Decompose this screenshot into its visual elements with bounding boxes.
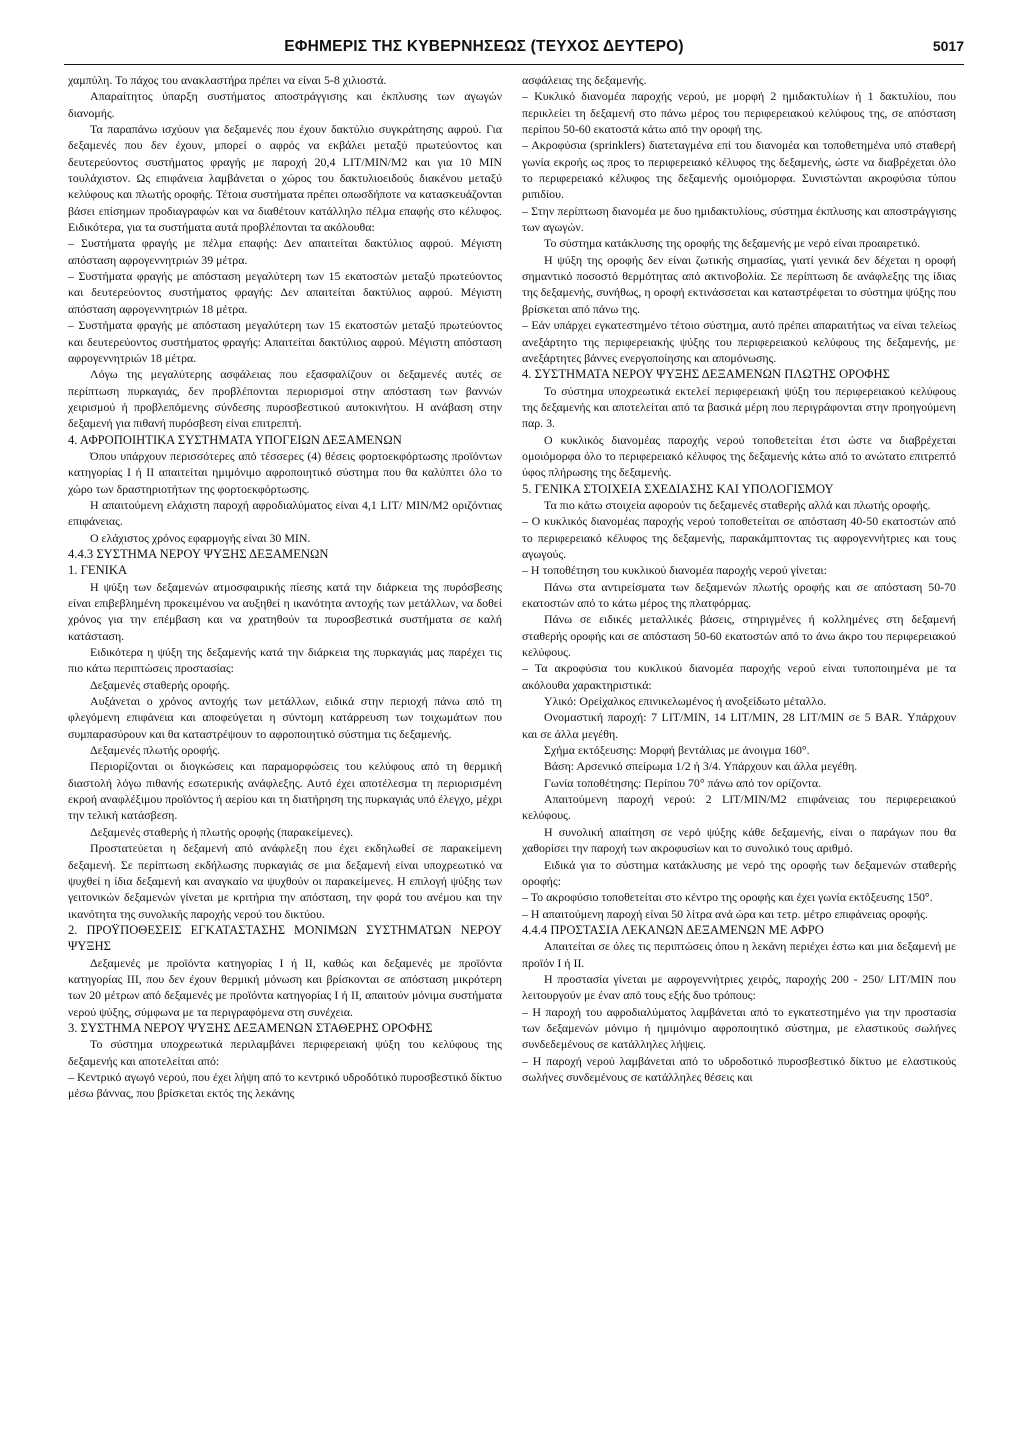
spec-item: Γωνία τοποθέτησης: Περίπου 70° πάνω από τον ορίζοντα. [544,775,822,790]
paragraph: Απαιτείται σε όλες τις περιπτώσεις όπου η λεκάνη περιέχει έστω και μια δεξαμενή με προϊόν Ι ή ΙΙ. [522,939,956,970]
paragraph: Ειδικά για το σύστημα κατάκλυσης με νερό της οροφής των δεξαμενών σταθερής οροφής: [522,857,956,888]
page-header [64,38,964,62]
page-number: 5017 [932,38,964,54]
paragraph: Η απαιτούμενη ελάχιστη παροχή αφροδιαλύματος είναι 4,1 LIT/ MIN/M2 οριζόντιας επιφάνειας. [68,497,502,529]
header-rule [64,64,964,65]
paragraph: Το σύστημα κατάκλυσης της οροφής της δεξαμενής με νερό είναι προαιρετικό. [544,236,921,251]
paragraph: Δεξαμενές με προϊόντα κατηγορίας Ι ή ΙΙ, καθώς και δεξαμενές με προϊόντα κατηγορίας ΙΙΙ, που δεν έχουν θερμική μόνωση και βρίσκονται σε απόσταση μικρότερη των 20 μέτρων από δεξαμενές με προϊόντα κατηγορίας Ι ή ΙΙ, απαιτούν μόνιμα συστήματα νερού ψύξης, σύμφωνα με τα περιγραφόμενα στη συνέχεια. [68,955,502,1019]
list-item: – Το ακροφύσιο τοποθετείται στο κέντρο της οροφής και έχει γωνία εκτόξευσης 150°. [522,890,933,905]
paragraph: Το σύστημα υποχρεωτικά εκτελεί περιφερειακή ψύξη του περιφερειακού κελύφους της δεξαμενής και αποτελείται από τα βασικά μέρη που περιγράφονται στην προηγούμενη παρ. 3. [522,383,956,431]
list-item: – Εάν υπάρχει εγκατεστημένο τέτοιο σύστημα, αυτό πρέπει απαραιτήτως να είναι τελείως ανεξάρτητο της περιφερειακής ψύξης του περιφερειακού κελύφους της δεξαμενής, με ανεξάρτητες βάννες ενεργοποίησης και απομόνωσης. [522,318,956,365]
paragraph: Δεξαμενές σταθερής ή πλωτής οροφής (παρακείμενες). [90,824,354,839]
paragraph: Τα πιο κάτω στοιχεία αφορούν τις δεξαμενές σταθερής αλλά και πλωτής οροφής. [544,497,931,512]
paragraph: Προστατεύεται η δεξαμενή από ανάφλεξη που έχει εκδηλωθεί σε παρακείμενη δεξαμενή. Σε περίπτωση εκδήλωσης πυρκαγιάς σε μια δεξαμενή είναι υποχρεωτικό να ψυχθεί η ίδια δεξαμενή και αναγκαίο να ψυχθούν οι παρακείμενες. Η επιλογή ψύξης των γειτονικών δεξαμενών γίνεται με κριτήρια την απόσταση, την φορά του ανέμου και την ικανότητα της συνολικής παροχής νερού του δικτύου. [68,841,502,921]
section-heading: 1. ΓΕΝΙΚΑ [68,563,128,578]
spec-item: Υλικό: Ορείχαλκος επινικελωμένος ή ανοξείδωτο μέταλλο. [544,694,827,709]
section-heading: 4.4.3 ΣΥΣΤΗΜΑ ΝΕΡΟΥ ΨΥΞΗΣ ΔΕΞΑΜΕΝΩΝ [68,546,329,561]
paragraph: Πάνω σε ειδικές μεταλλικές βάσεις, στηριγμένες ή κολλημένες στη δεξαμενή σταθερής οροφής και σε απόσταση 50-60 εκατοστών από το άνω άκρο του περιφερειακού κελύφους. [522,612,956,660]
list-item: – Η απαιτούμενη παροχή είναι 50 λίτρα ανά ώρα και τετρ. μέτρο επιφάνειας οροφής. [522,906,928,921]
paragraph: Ο ελάχιστος χρόνος εφαρμογής είναι 30 MIN. [90,530,311,545]
paragraph: Δεξαμενές σταθερής οροφής. [90,677,230,692]
list-item: – Στην περίπτωση διανομέα με δυο ημιδακτυλίους, σύστημα έκπλυσης και αποστράγγισης των αγωγών. [522,203,956,235]
paragraph: Η συνολική απαίτηση σε νερό ψύξης κάθε δεξαμενής, είναι ο παράγων που θα χαθορίσει την παροχή των ακροφυσίων και το συνολικό τους αριθμό. [522,824,956,856]
list-item: – Ο κυκλικός διανομέας παροχής νερού τοποθετείται σε απόσταση 40-50 εκατοστών από το περιφερειακό κέλυφος της δεξαμενής, παρακάμπτοντας τις αφρογεννήτριες και τους αγωγούς. [522,514,956,561]
list-item: – Κυκλικό διανομέα παροχής νερού, με μορφή 2 ημιδακτυλίων ή 1 δακτυλίου, που περικλείει τη δεξαμενή στο πάνω μέρος του περιφερειακού κελύφους της, σε απόσταση περίπου 50-60 εκατοστά κάτω από την οροφή της. [522,89,956,137]
spec-item: Βάση: Αρσενικό σπείρωμα 1/2 ή 3/4. Υπάρχουν και άλλα μεγέθη. [544,759,858,774]
paragraph: ασφάλειας της δεξαμενής. [522,73,647,87]
paragraph: Απαραίτητος ύπαρξη συστήματος αποστράγγισης και έκπλυσης των αγωγών διανομής. [68,89,502,120]
list-item: – Συστήματα φραγής με πέλμα επαφής: Δεν απαιτείται δακτύλιος αφρού. Μέγιστη απόσταση αφρογεννητριών 39 μέτρα. [68,236,502,267]
list-item: – Συστήματα φραγής με απόσταση μεγαλύτερη των 15 εκατοστών μεταξύ πρωτεύοντος και δευτερεύοντος συστήματος φραγής: Δεν απαιτείται δακτύλιος αφρού. Μέγιστη απόσταση αφρογεννητριών 18 μέτρα. [68,269,502,316]
paragraph: χαμπύλη. Το πάχος του ανακλαστήρα πρέπει να είναι 5-8 χιλιοστά. [68,73,387,87]
section-heading: 2. ΠΡΟΫΠΟΘΕΣΕΙΣ ΕΓΚΑΤΑΣΤΑΣΗΣ ΜΟΝΙΜΩΝ ΣΥΣΤΗΜΑΤΩΝ ΝΕΡΟΥ ΨΥΞΗΣ [68,922,502,954]
list-item: – Τα ακροφύσια του κυκλικού διανομέα παροχής νερού είναι τυποποιημένα με τα ακόλουθα χαρακτηριστικά: [522,661,956,692]
spec-item: Ονομαστική παροχή: 7 LIT/MIN, 14 LIT/MIN, 28 LIT/MIN σε 5 BAR. Υπάρχουν και σε άλλα μεγέθη. [522,710,956,741]
paragraph: Αυξάνεται ο χρόνος αντοχής των μετάλλων, ειδικά στην περιοχή πάνω από τη φλεγόμενη επιφάνεια και αποφεύγεται η σύντομη κατάρρευση των τοιχωμάτων που συμπαρασύρουν και θα καταστρέψουν το αφροποιητικό σύστημα τις δεξαμενής. [68,694,502,741]
paragraph: Λόγω της μεγαλύτερης ασφάλειας που εξασφαλίζουν οι δεξαμενές αυτές σε περίπτωση πυρκαγιάς, δεν προβλέπονται περιορισμοί στην απόσταση των βαννών χειρισμού ή προβλεπόμενης σύνδεσης πυροσβεστικού αυτοκινήτου. Η ανάβαση στην δεξαμενή για πιθανή πυρόσβεση είναι επιτρεπτή. [68,367,502,431]
list-item: – Κεντρικό αγωγό νερού, που έχει λήψη από το κεντρικό υδροδότικό πυροσβεστικό δίκτυο μέσω βάννας, που βρίσκεται εκτός της λεκάνης [68,1069,502,1101]
section-heading: 4.4.4 ΠΡΟΣΤΑΣΙΑ ΛΕΚΑΝΩΝ ΔΕΞΑΜΕΝΩΝ ΜΕ ΑΦΡΟ [522,922,824,937]
section-heading: 5. ΓΕΝΙΚΑ ΣΤΟΙΧΕΙΑ ΣΧΕΔΙΑΣΗΣ ΚΑΙ ΥΠΟΛΟΓΙΣΜΟΥ [522,481,834,496]
list-item: – Ακροφύσια (sprinklers) διατεταγμένα επί του διανομέα και τοποθετημένα υπό σταθερή γωνία εκροής ως προς το περιφερειακό κέλυφος της δεξαμενής, ώστε να διαβρέχεται όλο το περιφερειακό κέλυφος της δεξαμενής ομοιόμορφα. Συνιστώνται ακροφύσια τύπου ριπιδίου. [522,138,956,202]
spec-item: Σχήμα εκτόξευσης: Μορφή βεντάλιας με άνοιγμα 160°. [544,743,810,758]
list-item: – Η τοποθέτηση του κυκλικού διανομέα παροχής νερού γίνεται: [522,563,827,578]
paragraph: Πάνω στα αντιρείσματα των δεξαμενών πλωτής οροφής και σε απόσταση 50-70 εκατοστών από το κάτω μέρος της πλατφόρμας. [522,579,956,610]
paragraph: Δεξαμενές πλωτής οροφής. [90,743,221,758]
gazette-title: ΕΦΗΜΕΡΙΣ ΤΗΣ ΚΥΒΕΡΝΗΣΕΩΣ (ΤΕΥΧΟΣ ΔΕΥΤΕΡΟ) [284,38,684,55]
paragraph: Περιορίζονται οι διογκώσεις και παραμορφώσεις του κελύφους από τη θερμική διαστολή λόγω πιθανής εσωτερικής ανάφλεξης. Αυτό έχει αποτέλεσμα τη περιορισμένη εκροή αναφλέξιμου προϊόντος ή αερίου και τη διατήρηση της πυρκαγιάς υπό έλεγχο, μέχρι την τελική κατάσβεση. [68,759,502,823]
paragraph: Ειδικότερα η ψύξη της δεξαμενής κατά την διάρκεια της πυρκαγιάς μας παρέχει τις πιο κάτω περιπτώσεις προστασίας: [68,645,502,676]
right-column [522,72,956,1085]
list-item: – Η παροχή του αφροδιαλύματος λαμβάνεται από το εγκατεστημένο για την προστασία των δεξαμενών μόνιμο ή ημιμόνιμο αφροποιητικό σύστημα, με ελαστικούς σωλήνες συνδεδεμένους σε κατάλληλες λήψεις. [522,1004,956,1052]
section-heading: 4. ΣΥΣΤΗΜΑΤΑ ΝΕΡΟΥ ΨΥΞΗΣ ΔΕΞΑΜΕΝΩΝ ΠΛΩΤΗΣ ΟΡΟΦΗΣ [522,367,890,382]
paragraph: Το σύστημα υποχρεωτικά περιλαμβάνει περιφερειακή ψύξη του κελύφους της δεξαμενής και αποτελείται από: [68,1037,502,1068]
paragraph: Η ψύξη των δεξαμενών ατμοσφαιρικής πίεσης κατά την διάρκεια της πυρόσβεσης είναι επιβεβλημένη προκειμένου να αυξηθεί η ικανότητα αντοχής των μετάλλων, να δοθεί χρόνος για την επέμβαση και να χρατηθούν τα πυροσβεστικά συστήματα σε καλή κατάσταση. [68,579,502,643]
section-heading: 4. ΑΦΡΟΠΟΙΗΤΙΚΑ ΣΥΣΤΗΜΑΤΑ ΥΠΟΓΕΙΩΝ ΔΕΞΑΜΕΝΩΝ [68,432,402,447]
section-heading: 3. ΣΥΣΤΗΜΑ ΝΕΡΟΥ ΨΥΞΗΣ ΔΕΞΑΜΕΝΩΝ ΣΤΑΘΕΡΗΣ ΟΡΟΦΗΣ [68,1020,433,1035]
paragraph: Η προστασία γίνεται με αφρογεννήτριες χειρός, παροχής 200 - 250/ LIT/MIN που λειτουργούν με έναν από τους εξής δυο τρόπους: [522,971,956,1003]
paragraph: Ο κυκλικός διανομέας παροχής νερού τοποθετείται έτσι ώστε να διαβρέχεται ομοιόμορφα όλο το περιφερειακό κέλυφος της δεξαμενής κάτω από το ανώτατο επιτρεπτό ύφος πλήρωσης της δεξαμενής. [522,432,956,480]
list-item: – Συστήματα φραγής με απόσταση μεγαλύτερη των 15 εκατοστών μεταξύ πρωτεύοντος και δευτερεύοντος συστήματος φραγής: Απαιτείται δακτύλιος αφρού. Μέγιστη απόσταση αφρογεννητριών 18 μέτρα. [68,318,502,365]
paragraph: Η ψύξη της οροφής δεν είναι ζωτικής σημασίας, γιατί γενικά δεν δέχεται η οροφή σημαντικό ποσοστό θερμότητας από ακτινοβολία. Σε περίπτωση δε ανάφλεξης της ίδιας της δεξαμενής, συνήθως, η οροφή εκτινάσσεται και καταστρέφεται το σύστημα ψύξης που βρίσκεται από πάνω της. [522,252,956,316]
paragraph: Όπου υπάρχουν περισσότερες από τέσσερες (4) θέσεις φορτοεκφόρτωσης προϊόντων κατηγορίας Ι ή ΙΙ απαιτείται ημιμόνιμο αφροποιητικό σύστημα που θα καλύπτει όλο το χώρο των δραστηριοτήτων της φορτοεκφόρτωσης. [68,448,502,496]
paragraph: Απαιτούμενη παροχή νερού: 2 LIT/MIN/M2 επιφάνειας του περιφερειακού κελύφους. [522,792,956,823]
list-item: – Η παροχή νερού λαμβάνεται από το υδροδοτικό πυροσβεστικό δίκτυο με ελαστικούς σωλήνες συνδεμένους σε κατάλληλες θέσεις και [522,1053,956,1084]
paragraph: Τα παραπάνω ισχύουν για δεξαμενές που έχουν δακτύλιο συγκράτησης αφρού. Για δεξαμενές που δεν έχουν, μπορεί ο αφρός να εκβάλει μεταξύ πρωτεύοντος και δευτερεύοντος συστήματος φραγής με παροχή 20,4 LIT/MIN/M2 και για 10 MIN τουλάχιστον. Ως επιφάνεια λαμβάνεται ο χώρος του δακτυλιοειδούς διακένου μεταξύ κελύφους και πλωτής οροφής. Τέτοια συστήματα πρέπει οπωσδήποτε να κατασκευάζονται βάσει επίσημων προδιαγραφών και να διαθέτουν κατάλληλο πέλμα επαφής στο κέλυφος. Ειδικότερα, για τα συστήματα αυτά προβλέπονται τα ακόλουθα: [68,122,502,235]
left-column [68,72,502,1102]
